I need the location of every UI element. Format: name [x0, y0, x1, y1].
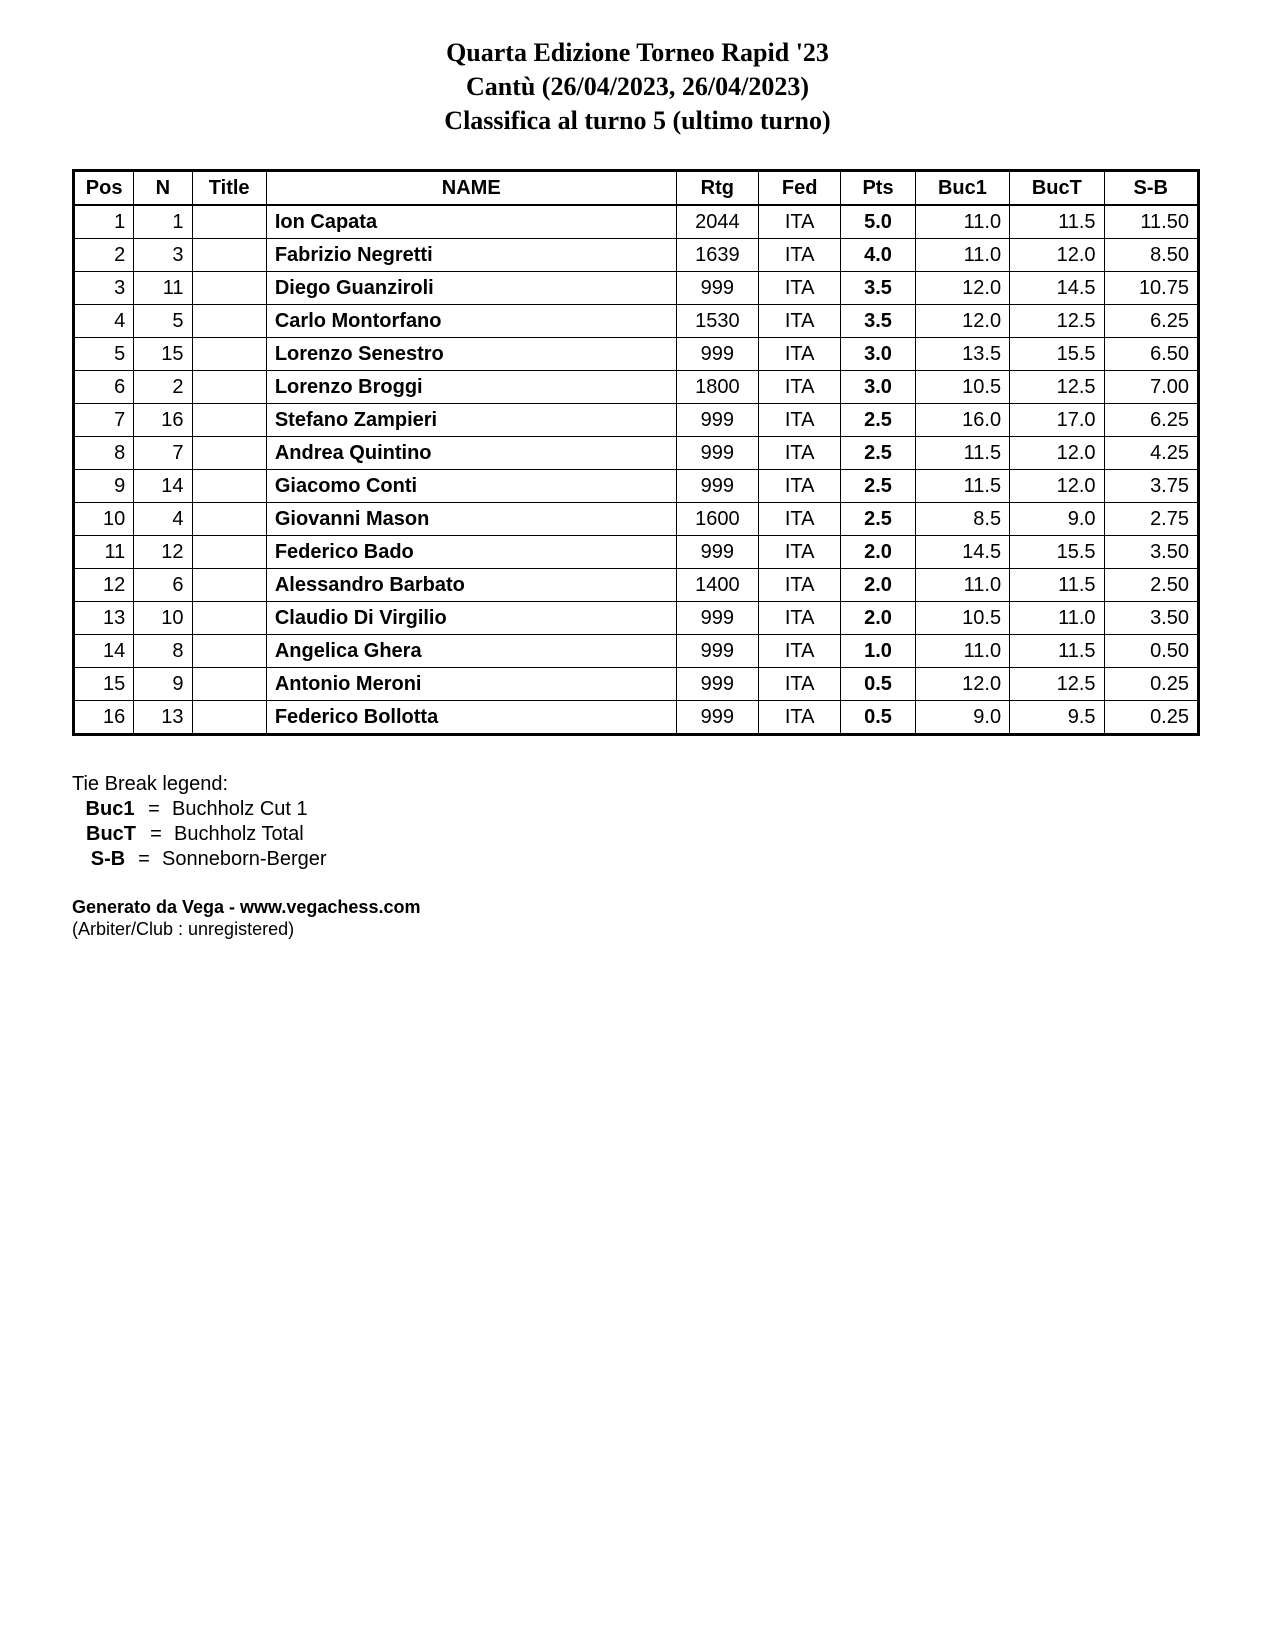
title-round: Classifica al turno 5 (ultimo turno) [444, 106, 831, 135]
table-row [74, 503, 1199, 536]
cell-rtg: 1530 [676, 305, 758, 338]
cell-pos: 3 [74, 272, 134, 305]
cell-buct: 11.5 [1010, 635, 1104, 668]
cell-n: 14 [134, 470, 192, 503]
cell-rtg: 999 [676, 536, 758, 569]
cell-pos: 15 [74, 668, 134, 701]
cell-n: 6 [134, 569, 192, 602]
cell-sb: 0.25 [1104, 701, 1198, 735]
legend-item [72, 822, 327, 847]
cell-rtg: 999 [676, 668, 758, 701]
cell-buct: 12.0 [1010, 470, 1104, 503]
cell-sb: 3.50 [1104, 536, 1198, 569]
cell-name: Federico Bado [266, 536, 676, 569]
legend-description: Sonneborn-Berger [162, 848, 327, 870]
cell-title [192, 239, 266, 272]
title-location-dates: Cantù (26/04/2023, 26/04/2023) [465, 72, 810, 101]
cell-rtg: 999 [676, 437, 758, 470]
cell-pts: 2.5 [841, 437, 915, 470]
cell-name: Angelica Ghera [266, 635, 676, 668]
cell-n: 4 [134, 503, 192, 536]
cell-sb: 11.50 [1104, 205, 1198, 239]
cell-buc1: 16.0 [915, 404, 1009, 437]
cell-buc1: 10.5 [915, 371, 1009, 404]
cell-title [192, 272, 266, 305]
cell-sb: 10.75 [1104, 272, 1198, 305]
legend-equals: = [150, 823, 162, 845]
cell-buct: 15.5 [1010, 536, 1104, 569]
cell-name: Lorenzo Senestro [266, 338, 676, 371]
cell-buc1: 11.0 [915, 635, 1009, 668]
cell-pos: 4 [74, 305, 134, 338]
cell-rtg: 999 [676, 602, 758, 635]
cell-n: 3 [134, 239, 192, 272]
cell-n: 12 [134, 536, 192, 569]
cell-pts: 1.0 [841, 635, 915, 668]
cell-buc1: 12.0 [915, 272, 1009, 305]
cell-pos: 12 [74, 569, 134, 602]
cell-rtg: 999 [676, 404, 758, 437]
cell-n: 8 [134, 635, 192, 668]
cell-pos: 5 [74, 338, 134, 371]
cell-sb: 6.25 [1104, 404, 1198, 437]
table-row [74, 404, 1199, 437]
cell-pos: 10 [74, 503, 134, 536]
cell-pos: 16 [74, 701, 134, 735]
standings-table [72, 169, 1200, 736]
cell-buct: 14.5 [1010, 272, 1104, 305]
cell-pos: 13 [74, 602, 134, 635]
cell-name: Claudio Di Virgilio [266, 602, 676, 635]
cell-buc1: 12.0 [915, 668, 1009, 701]
header-buct: BucT [1010, 171, 1104, 206]
legend-equals: = [138, 848, 150, 870]
cell-title [192, 701, 266, 735]
cell-name: Ion Capata [266, 205, 676, 239]
table-row [74, 569, 1199, 602]
cell-pos: 7 [74, 404, 134, 437]
table-row [74, 338, 1199, 371]
cell-buc1: 12.0 [915, 305, 1009, 338]
cell-sb: 6.25 [1104, 305, 1198, 338]
header-title: Title [192, 171, 266, 206]
cell-name: Andrea Quintino [266, 437, 676, 470]
cell-fed: ITA [759, 305, 841, 338]
cell-pos: 1 [74, 205, 134, 239]
cell-n: 16 [134, 404, 192, 437]
legend-code: S-B [90, 848, 126, 870]
cell-name: Fabrizio Negretti [266, 239, 676, 272]
cell-rtg: 1600 [676, 503, 758, 536]
cell-name: Alessandro Barbato [266, 569, 676, 602]
legend-equals: = [148, 798, 160, 820]
tie-break-legend [72, 772, 327, 872]
cell-pos: 14 [74, 635, 134, 668]
cell-title [192, 404, 266, 437]
cell-title [192, 205, 266, 239]
cell-name: Federico Bollotta [266, 701, 676, 735]
cell-fed: ITA [759, 470, 841, 503]
cell-pts: 2.0 [841, 536, 915, 569]
cell-pts: 4.0 [841, 239, 915, 272]
cell-buc1: 11.0 [915, 569, 1009, 602]
cell-buc1: 13.5 [915, 338, 1009, 371]
cell-pos: 9 [74, 470, 134, 503]
cell-rtg: 2044 [676, 205, 758, 239]
cell-fed: ITA [759, 536, 841, 569]
header-sb: S-B [1104, 171, 1198, 206]
cell-buc1: 14.5 [915, 536, 1009, 569]
cell-buc1: 11.5 [915, 470, 1009, 503]
document-footer [72, 896, 420, 940]
cell-name: Diego Guanziroli [266, 272, 676, 305]
table-row [74, 239, 1199, 272]
cell-sb: 0.25 [1104, 668, 1198, 701]
cell-buct: 12.5 [1010, 305, 1104, 338]
header-n: N [134, 171, 192, 206]
cell-title [192, 602, 266, 635]
cell-fed: ITA [759, 239, 841, 272]
cell-buc1: 8.5 [915, 503, 1009, 536]
cell-title [192, 503, 266, 536]
cell-n: 11 [134, 272, 192, 305]
cell-rtg: 1400 [676, 569, 758, 602]
header-rtg: Rtg [676, 171, 758, 206]
cell-fed: ITA [759, 635, 841, 668]
cell-fed: ITA [759, 205, 841, 239]
cell-pos: 6 [74, 371, 134, 404]
header-pts: Pts [841, 171, 915, 206]
cell-fed: ITA [759, 338, 841, 371]
cell-buc1: 10.5 [915, 602, 1009, 635]
cell-title [192, 470, 266, 503]
header-buc1: Buc1 [915, 171, 1009, 206]
table-row [74, 371, 1199, 404]
cell-rtg: 999 [676, 701, 758, 735]
standings-body [74, 205, 1199, 735]
cell-sb: 3.50 [1104, 602, 1198, 635]
cell-buct: 9.0 [1010, 503, 1104, 536]
table-row [74, 470, 1199, 503]
cell-buct: 12.5 [1010, 371, 1104, 404]
legend-description: Buchholz Total [174, 823, 304, 845]
cell-n: 9 [134, 668, 192, 701]
cell-buc1: 11.0 [915, 205, 1009, 239]
title-tournament: Quarta Edizione Torneo Rapid '23 [446, 38, 829, 67]
table-row [74, 272, 1199, 305]
table-row [74, 305, 1199, 338]
table-header-row [74, 171, 1199, 206]
cell-title [192, 668, 266, 701]
header-pos: Pos [74, 171, 134, 206]
cell-buct: 15.5 [1010, 338, 1104, 371]
cell-sb: 4.25 [1104, 437, 1198, 470]
cell-n: 15 [134, 338, 192, 371]
cell-rtg: 999 [676, 470, 758, 503]
cell-pos: 8 [74, 437, 134, 470]
cell-rtg: 1800 [676, 371, 758, 404]
table-row [74, 205, 1199, 239]
cell-sb: 6.50 [1104, 338, 1198, 371]
cell-name: Giacomo Conti [266, 470, 676, 503]
cell-name: Carlo Montorfano [266, 305, 676, 338]
cell-pts: 2.5 [841, 503, 915, 536]
cell-buc1: 11.5 [915, 437, 1009, 470]
cell-pts: 2.5 [841, 470, 915, 503]
cell-buct: 9.5 [1010, 701, 1104, 735]
cell-title [192, 437, 266, 470]
cell-fed: ITA [759, 668, 841, 701]
cell-title [192, 569, 266, 602]
cell-n: 1 [134, 205, 192, 239]
cell-pts: 0.5 [841, 701, 915, 735]
cell-pts: 2.0 [841, 569, 915, 602]
table-row [74, 437, 1199, 470]
cell-fed: ITA [759, 272, 841, 305]
cell-fed: ITA [759, 569, 841, 602]
cell-sb: 7.00 [1104, 371, 1198, 404]
cell-title [192, 305, 266, 338]
cell-pos: 2 [74, 239, 134, 272]
cell-pts: 3.5 [841, 305, 915, 338]
cell-fed: ITA [759, 404, 841, 437]
cell-sb: 0.50 [1104, 635, 1198, 668]
cell-pts: 3.0 [841, 371, 915, 404]
cell-pts: 2.5 [841, 404, 915, 437]
cell-sb: 8.50 [1104, 239, 1198, 272]
cell-title [192, 371, 266, 404]
cell-fed: ITA [759, 503, 841, 536]
header-name: NAME [266, 171, 676, 206]
cell-rtg: 999 [676, 272, 758, 305]
cell-name: Giovanni Mason [266, 503, 676, 536]
legend-description: Buchholz Cut 1 [172, 798, 308, 820]
cell-n: 2 [134, 371, 192, 404]
generator-credit: Generato da Vega - www.vegachess.com [72, 897, 421, 917]
cell-fed: ITA [759, 602, 841, 635]
cell-buct: 12.5 [1010, 668, 1104, 701]
header-fed: Fed [759, 171, 841, 206]
arbiter-note: (Arbiter/Club : unregistered) [72, 919, 295, 939]
cell-pts: 5.0 [841, 205, 915, 239]
cell-n: 10 [134, 602, 192, 635]
cell-buct: 12.0 [1010, 437, 1104, 470]
legend-item [72, 847, 327, 872]
legend-heading: Tie Break legend: [72, 773, 229, 795]
cell-name: Lorenzo Broggi [266, 371, 676, 404]
cell-name: Antonio Meroni [266, 668, 676, 701]
cell-buct: 11.5 [1010, 205, 1104, 239]
cell-title [192, 536, 266, 569]
cell-buct: 12.0 [1010, 239, 1104, 272]
cell-rtg: 1639 [676, 239, 758, 272]
cell-pos: 11 [74, 536, 134, 569]
cell-title [192, 635, 266, 668]
cell-buct: 11.0 [1010, 602, 1104, 635]
cell-n: 7 [134, 437, 192, 470]
cell-fed: ITA [759, 701, 841, 735]
cell-fed: ITA [759, 437, 841, 470]
cell-n: 5 [134, 305, 192, 338]
cell-pts: 2.0 [841, 602, 915, 635]
document-title [0, 36, 1275, 138]
cell-fed: ITA [759, 371, 841, 404]
cell-buct: 17.0 [1010, 404, 1104, 437]
cell-pts: 3.0 [841, 338, 915, 371]
cell-pts: 0.5 [841, 668, 915, 701]
cell-rtg: 999 [676, 635, 758, 668]
cell-sb: 2.75 [1104, 503, 1198, 536]
cell-buct: 11.5 [1010, 569, 1104, 602]
cell-n: 13 [134, 701, 192, 735]
table-row [74, 635, 1199, 668]
cell-name: Stefano Zampieri [266, 404, 676, 437]
legend-item [72, 797, 327, 822]
table-row [74, 701, 1199, 735]
cell-sb: 3.75 [1104, 470, 1198, 503]
cell-rtg: 999 [676, 338, 758, 371]
legend-code: Buc1 [85, 798, 135, 820]
table-row [74, 536, 1199, 569]
cell-pts: 3.5 [841, 272, 915, 305]
legend-code: BucT [86, 823, 136, 845]
table-row [74, 602, 1199, 635]
cell-sb: 2.50 [1104, 569, 1198, 602]
cell-title [192, 338, 266, 371]
cell-buc1: 11.0 [915, 239, 1009, 272]
cell-buc1: 9.0 [915, 701, 1009, 735]
table-row [74, 668, 1199, 701]
